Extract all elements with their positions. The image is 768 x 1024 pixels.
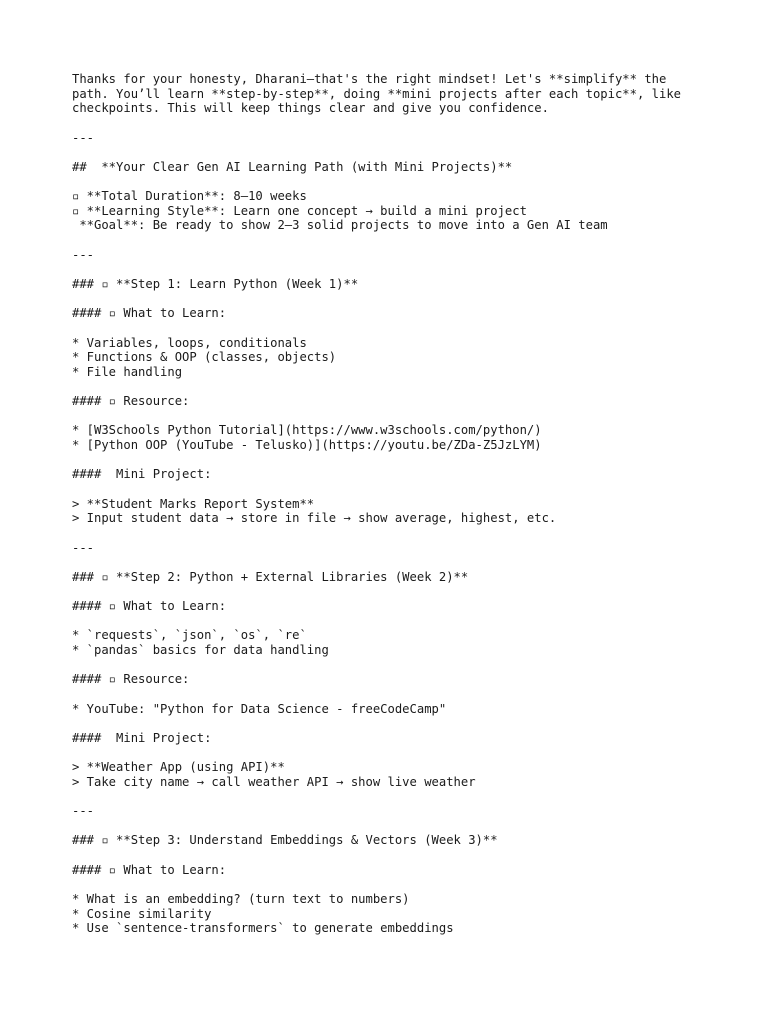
text-line: * [W3Schools Python Tutorial](https://www.w3schools.com/python/) <box>72 423 542 438</box>
text-line: #### ▫ What to Learn: <box>72 599 227 614</box>
text-line: #### ▫ What to Learn: <box>72 306 227 321</box>
text-line: --- <box>72 247 95 262</box>
text-line <box>72 145 732 160</box>
text-line: Thanks for your honesty, Dharani—that's the right mindset! Let's **simplify** the <box>72 72 667 86</box>
text-line: #### Mini Project: <box>72 730 212 745</box>
text-line <box>72 848 732 863</box>
text-line: ### ▫ **Step 1: Learn Python (Week 1)** <box>72 276 359 291</box>
text-line: * What is an embedding? (turn text to numbers) <box>72 891 410 906</box>
text-line <box>72 233 732 248</box>
text-line: * [Python OOP (YouTube - Telusko)](https://youtu.be/ZDa-Z5JzLYM) <box>72 438 542 453</box>
text-line <box>72 819 732 834</box>
text-line <box>72 526 732 541</box>
text-line <box>72 262 732 277</box>
text-line <box>72 555 732 570</box>
text-line: --- <box>72 130 95 145</box>
text-line: * File handling <box>72 364 183 379</box>
text-line <box>72 321 732 336</box>
text-line <box>72 116 732 131</box>
text-line <box>72 453 732 468</box>
text-line: > Take city name → call weather API → show live weather <box>72 774 476 789</box>
text-line: ▫ **Learning Style**: Learn one concept → build a mini project <box>72 203 527 218</box>
text-line: ▫ **Total Duration**: 8–10 weeks <box>72 189 307 204</box>
text-line <box>72 745 732 760</box>
text-line: ### ▫ **Step 3: Understand Embeddings & Vectors (Week 3)** <box>72 833 498 848</box>
text-line: * Use `sentence-transformers` to generate embeddings <box>72 921 454 936</box>
text-line: * `requests`, `json`, `os`, `re` <box>72 628 307 643</box>
text-line <box>72 614 732 629</box>
text-line: * YouTube: "Python for Data Science - freeCodeCamp" <box>72 701 447 716</box>
text-line <box>72 658 732 673</box>
text-line <box>72 409 732 424</box>
text-line: > **Weather App (using API)** <box>72 760 285 775</box>
text-line: * Variables, loops, conditionals <box>72 335 307 350</box>
text-line: > **Student Marks Report System** <box>72 496 315 511</box>
text-line: #### ▫ Resource: <box>72 672 190 687</box>
text-line <box>72 789 732 804</box>
text-line: path. You’ll learn **step-by-step**, doing **mini projects after each topic**, like <box>72 86 682 101</box>
text-line: #### ▫ What to Learn: <box>72 862 227 877</box>
text-line <box>72 716 732 731</box>
text-line <box>72 379 732 394</box>
text-line <box>72 292 732 307</box>
text-line: > Input student data → store in file → show average, highest, etc. <box>72 511 557 526</box>
text-line: --- <box>72 804 95 819</box>
text-line: --- <box>72 540 95 555</box>
text-line: checkpoints. This will keep things clear and give you confidence. <box>72 101 549 116</box>
text-line: ## **Your Clear Gen AI Learning Path (with Mini Projects)** <box>72 159 513 174</box>
text-line: ### ▫ **Step 2: Python + External Libraries (Week 2)** <box>72 569 469 584</box>
text-line: * Cosine similarity <box>72 906 212 921</box>
document-body <box>72 72 732 936</box>
text-line: * `pandas` basics for data handling <box>72 642 329 657</box>
text-line: #### ▫ Resource: <box>72 394 190 409</box>
text-line <box>72 687 732 702</box>
text-line: #### Mini Project: <box>72 467 212 482</box>
text-line <box>72 584 732 599</box>
text-line: **Goal**: Be ready to show 2–3 solid projects to move into a Gen AI team <box>72 218 608 233</box>
text-line: * Functions & OOP (classes, objects) <box>72 350 337 365</box>
text-line <box>72 174 732 189</box>
text-line <box>72 877 732 892</box>
text-line <box>72 482 732 497</box>
